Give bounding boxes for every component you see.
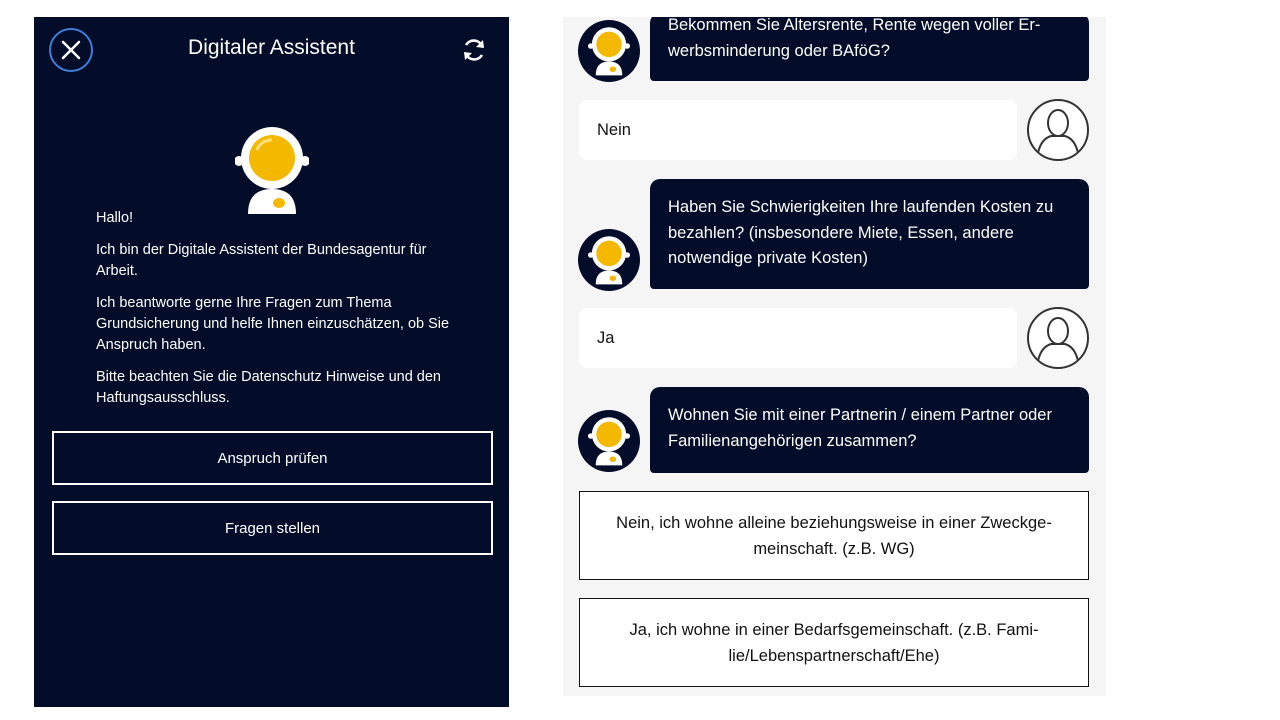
check-claim-button[interactable]: Anspruch prüfen — [52, 431, 493, 485]
user-avatar — [1027, 307, 1089, 369]
bot-avatar — [578, 229, 640, 291]
user-avatar — [1027, 99, 1089, 161]
answer-option-household[interactable]: Ja, ich wohne in einer Bedarfsgemeinschaft. (z.B. Familie/Lebenspartnerschaft/Ehe) — [579, 598, 1089, 687]
bot-message: Haben Sie Schwierigkeiten Ihre laufenden Kosten zu bezahlen? (insbesondere Miete, Essen, andere notwendige private Kosten) — [650, 179, 1089, 289]
bot-avatar — [578, 410, 640, 472]
user-message: Nein — [579, 100, 1017, 160]
intro-who: Ich bin der Digitale Assistent der Bundesagentur für Arbeit. — [96, 242, 427, 279]
robot-icon — [585, 415, 633, 467]
assistant-panel — [34, 17, 509, 707]
bot-avatar — [578, 20, 640, 82]
intro-privacy-note: Bitte beachten Sie die Datenschutz Hinweise und den Haftungsausschluss. — [96, 369, 441, 406]
intro-purpose: Ich beantworte gerne Ihre Fragen zum Thema Grundsicherung und helfe Ihnen einzuschätzen, ob Sie Anspruch haben. — [96, 295, 450, 353]
intro-text — [96, 208, 456, 420]
answer-option-alone[interactable]: Nein, ich wohne alleine beziehungsweise in einer Zweckgemeinschaft. (z.B. WG) — [579, 491, 1089, 580]
chat-panel — [563, 17, 1106, 696]
robot-icon — [585, 234, 633, 286]
ask-questions-button[interactable]: Fragen stellen — [52, 501, 493, 555]
refresh-button[interactable] — [458, 34, 490, 66]
bot-message: Wohnen Sie mit einer Partnerin / einem Partner oder Familienangehörigen zusammen? — [650, 387, 1089, 473]
robot-icon — [585, 25, 633, 77]
page-title: Digitaler Assistent — [188, 36, 355, 59]
bot-message: Bekommen Sie Altersrente, Rente wegen voller Erwerbsminderung oder BAföG? — [650, 17, 1089, 81]
refresh-icon — [460, 36, 488, 64]
robot-mascot-icon — [235, 123, 309, 217]
intro-greeting: Hallo! — [96, 210, 134, 226]
user-icon — [1029, 101, 1087, 159]
user-message: Ja — [579, 308, 1017, 368]
user-icon — [1029, 309, 1087, 367]
